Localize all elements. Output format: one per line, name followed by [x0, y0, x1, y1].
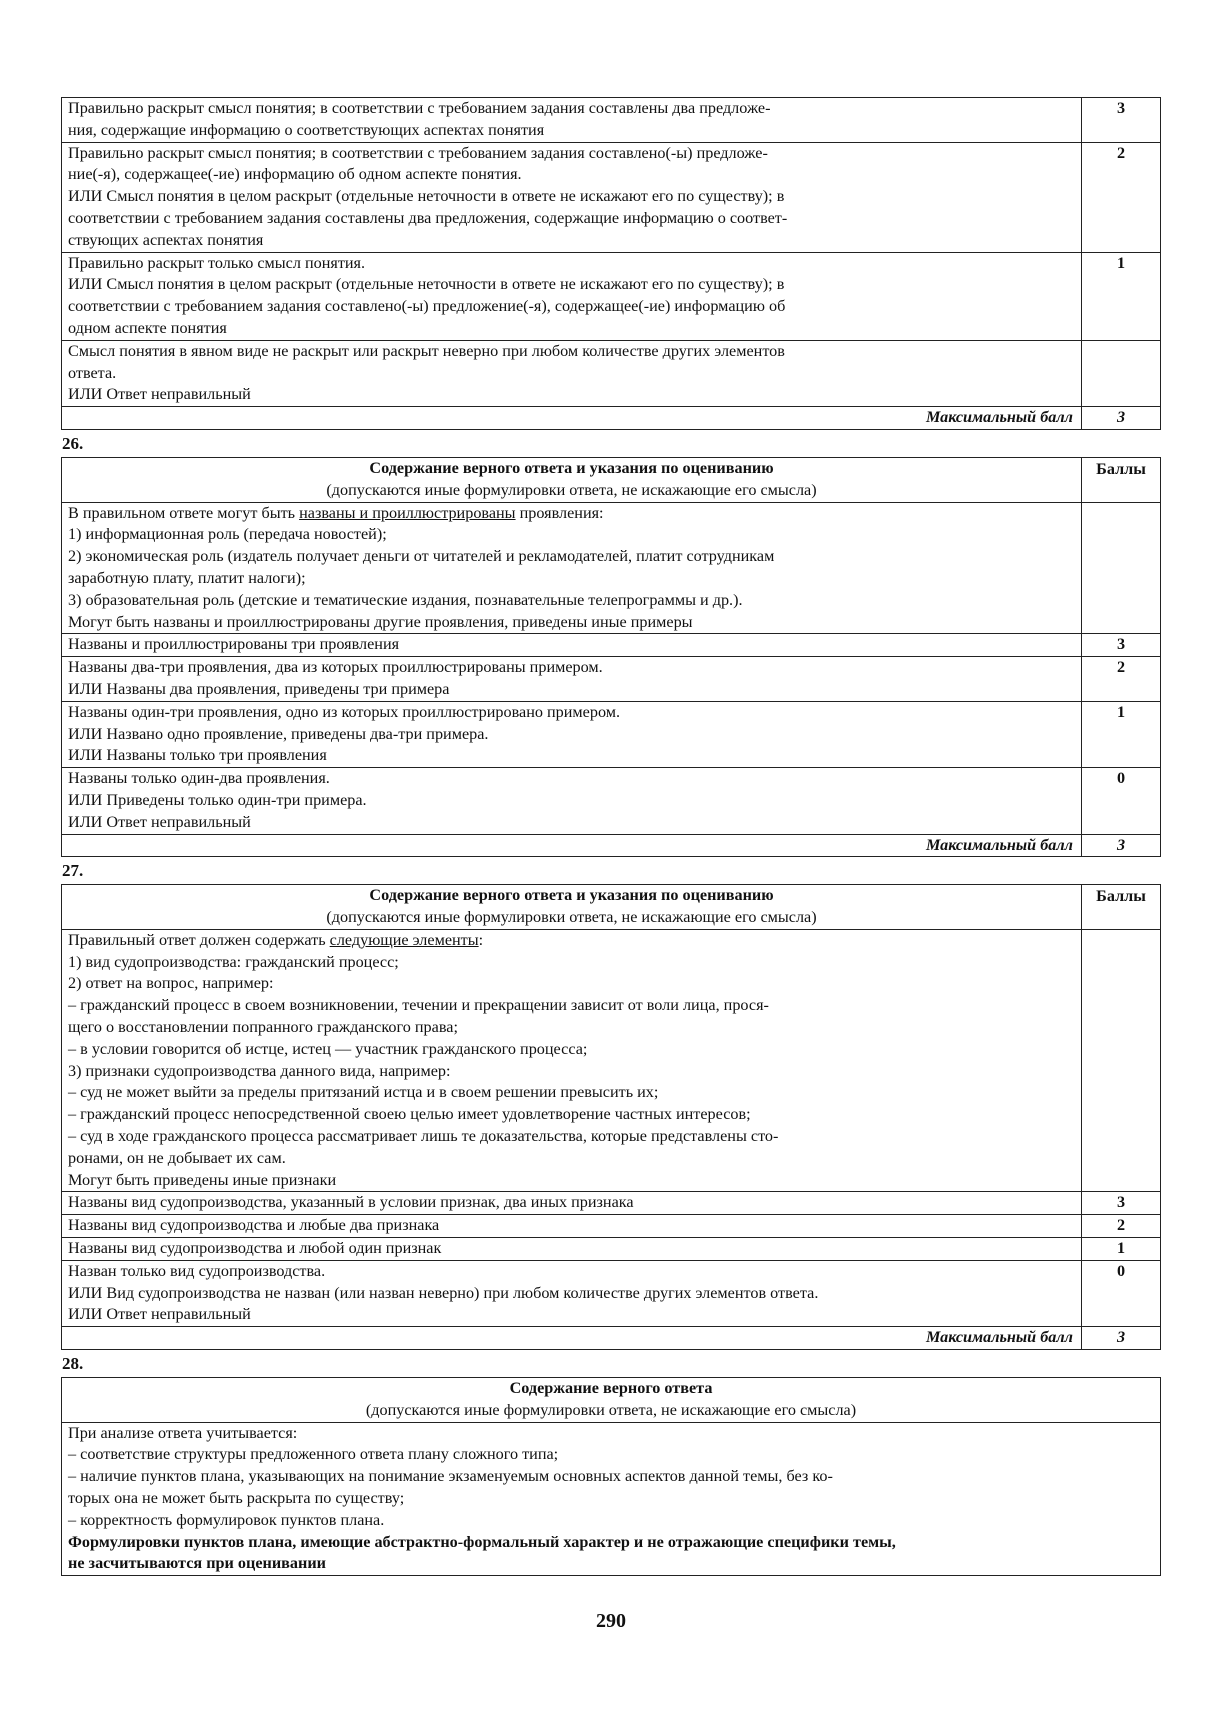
text-line: ИЛИ Названы только три проявления — [68, 746, 327, 765]
text-line: ИЛИ Вид судопроизводства не назван (или назван неверно) при любом количестве других элементов ответа. — [68, 1283, 819, 1302]
page-number: 290 — [596, 1610, 626, 1632]
answer-content-cell — [62, 1422, 1161, 1576]
text-line: ние(-я), содержащее(-ие) информацию об одном аспекте понятия. — [68, 165, 522, 184]
table-row — [62, 657, 1161, 702]
text-line: соответствии с требованием задания составлено(-ы) предложение(-я), содержащее(-ие) информацию об — [68, 297, 786, 316]
text-line: 1) информационная роль (передача новостей); — [68, 525, 387, 544]
header-line-2: (допускаются иные формулировки ответа, не искажающие его смысла) — [326, 908, 817, 927]
table-row — [62, 252, 1161, 340]
score-cell — [1082, 929, 1161, 1192]
question-number-27: 27. — [62, 861, 84, 881]
text-line: Названы вид судопроизводства и любой один признак — [68, 1239, 442, 1258]
text-line: соответствии с требованием задания составлены два предложения, содержащие информацию о соответ- — [68, 208, 788, 227]
text-line: ИЛИ Ответ неправильный — [68, 385, 251, 404]
content-prefix: В правильном ответе могут быть — [68, 503, 300, 522]
criteria-cell — [62, 701, 1082, 767]
max-score-value: 3 — [1082, 1327, 1161, 1350]
text-line: Названы только один-два проявления. — [68, 769, 330, 788]
table-row — [62, 502, 1161, 634]
score-cell: 3 — [1082, 98, 1161, 143]
bold-text-line: не засчитываются при оценивании — [68, 1554, 326, 1573]
criteria-cell — [62, 142, 1082, 252]
content-header — [62, 885, 1082, 930]
criteria-cell — [62, 252, 1082, 340]
text-line: – суд в ходе гражданского процесса рассматривает лишь те доказательства, которые представлены сто- — [68, 1127, 779, 1146]
text-line: 1) вид судопроизводства: гражданский процесс; — [68, 952, 399, 971]
text-line: Смысл понятия в явном виде не раскрыт или раскрыт неверно при любом количестве других элементов — [68, 341, 785, 360]
header-line-1: Содержание верного ответа — [509, 1379, 713, 1398]
text-line: Могут быть приведены иные признаки — [68, 1170, 337, 1189]
table-row — [62, 768, 1161, 834]
bold-text-line: Формулировки пунктов плана, имеющие абстрактно-формальный характер и не отражающие специфики темы, — [68, 1532, 896, 1551]
text-line: – в условии говорится об истце, истец — участник гражданского процесса; — [68, 1039, 588, 1058]
text-line: ИЛИ Приведены только один-три примера. — [68, 790, 367, 809]
header-line-2: (допускаются иные формулировки ответа, не искажающие его смысла) — [365, 1400, 857, 1419]
text-line: 2) ответ на вопрос, например: — [68, 974, 274, 993]
text-line: Названы два-три проявления, два из которых проиллюстрированы примером. — [68, 658, 603, 677]
table-header-row — [62, 1378, 1161, 1423]
text-line: ответа. — [68, 363, 117, 382]
q28-content-table — [61, 1377, 1161, 1576]
max-score-row — [62, 834, 1161, 857]
text-line: ронами, он не добывает их сам. — [68, 1148, 286, 1167]
text-line: одном аспекте понятия — [68, 318, 227, 337]
score-cell: 2 — [1082, 657, 1161, 702]
text-line: Названы и проиллюстрированы три проявления — [68, 635, 400, 654]
table-row — [62, 929, 1161, 1192]
score-cell: 2 — [1082, 1215, 1161, 1238]
text-line: Названы вид судопроизводства и любые два признака — [68, 1216, 440, 1235]
max-score-label: Максимальный балл — [62, 834, 1082, 857]
score-cell: 1 — [1082, 1238, 1161, 1261]
max-score-value: 3 — [1082, 407, 1161, 430]
text-line: – соответствие структуры предложенного ответа плану сложного типа; — [68, 1445, 559, 1464]
criteria-cell — [62, 1192, 1082, 1215]
table-row — [62, 701, 1161, 767]
header-line-1: Содержание верного ответа и указания по оцениванию — [369, 458, 774, 477]
table-row — [62, 1215, 1161, 1238]
text-line: ствующих аспектах понятия — [68, 230, 264, 249]
text-line: – гражданский процесс непосредственной своею целью имеет удовлетворение частных интересов; — [68, 1105, 751, 1124]
score-cell — [1082, 340, 1161, 406]
text-line: щего о восстановлении попранного гражданского права; — [68, 1018, 458, 1037]
content-suffix: : — [478, 930, 484, 949]
text-line: ИЛИ Ответ неправильный — [68, 812, 251, 831]
score-cell: 1 — [1082, 701, 1161, 767]
criteria-cell — [62, 1238, 1082, 1261]
table-row — [62, 340, 1161, 406]
text-line: Правильно раскрыт только смысл понятия. — [68, 253, 366, 272]
q26-scoring-table — [61, 457, 1161, 857]
text-line: Правильно раскрыт смысл понятия; в соответствии с требованием задания составлены два предложе- — [68, 99, 771, 117]
table-header-row — [62, 885, 1161, 930]
table-row — [62, 142, 1161, 252]
page-content — [61, 97, 1161, 1576]
text-line: 3) образовательная роль (детские и тематические издания, познавательные телепрограммы и др.). — [68, 590, 743, 609]
question-number-26: 26. — [62, 433, 84, 453]
text-line: 3) признаки судопроизводства данного вида, например: — [68, 1061, 451, 1080]
criteria-cell — [62, 768, 1082, 834]
header-line-2: (допускаются иные формулировки ответа, не искажающие его смысла) — [326, 480, 817, 499]
text-line: – корректность формулировок пунктов плана. — [68, 1510, 385, 1529]
text-line: ИЛИ Названы два проявления, приведены три примера — [68, 679, 450, 698]
text-line: Названы вид судопроизводства, указанный в условии признак, два иных признака — [68, 1193, 634, 1212]
content-header — [62, 1378, 1161, 1423]
score-cell: 3 — [1082, 1192, 1161, 1215]
max-score-label: Максимальный балл — [62, 1327, 1082, 1350]
criteria-cell — [62, 98, 1082, 143]
content-prefix: Правильный ответ должен содержать — [68, 930, 330, 949]
question-number-28: 28. — [62, 1354, 84, 1374]
text-line: 2) экономическая роль (издатель получает деньги от читателей и рекламодателей, платит сотрудникам — [68, 547, 775, 566]
text-line: ИЛИ Названо одно проявление, приведены два-три примера. — [68, 724, 489, 743]
text-line: Правильно раскрыт смысл понятия; в соответствии с требованием задания составлено(-ы) предложе- — [68, 143, 768, 162]
score-cell: 0 — [1082, 1260, 1161, 1326]
score-header: Баллы — [1082, 457, 1161, 502]
score-cell — [1082, 502, 1161, 634]
max-score-row — [62, 407, 1161, 430]
table-row — [62, 1422, 1161, 1576]
criteria-cell — [62, 340, 1082, 406]
max-score-value: 3 — [1082, 834, 1161, 857]
answer-content-cell — [62, 929, 1082, 1192]
text-line: Названы один-три проявления, одно из которых проиллюстрировано примером. — [68, 702, 621, 721]
table-header-row — [62, 457, 1161, 502]
table-row — [62, 634, 1161, 657]
header-line-1: Содержание верного ответа и указания по оцениванию — [369, 886, 774, 905]
content-underlined: следующие элементы — [329, 930, 479, 949]
max-score-label: Максимальный балл — [62, 407, 1082, 430]
text-line: ния, содержащие информацию о соответствующих аспектах понятия — [68, 120, 545, 139]
content-underlined: названы и проиллюстрированы — [299, 503, 516, 522]
score-cell: 2 — [1082, 142, 1161, 252]
text-line: – гражданский процесс в своем возникновении, течении и прекращении зависит от воли лица, прося- — [68, 996, 769, 1015]
criteria-cell — [62, 1260, 1082, 1326]
criteria-cell — [62, 634, 1082, 657]
q27-scoring-table — [61, 884, 1161, 1350]
criteria-cell — [62, 657, 1082, 702]
score-header: Баллы — [1082, 885, 1161, 930]
text-line: При анализе ответа учитывается: — [68, 1423, 298, 1442]
score-cell: 3 — [1082, 634, 1161, 657]
content-suffix: проявления: — [515, 503, 604, 522]
text-line: заработную плату, платит налоги); — [68, 568, 306, 587]
criteria-cell — [62, 1215, 1082, 1238]
text-line: торых она не может быть раскрыта по существу; — [68, 1489, 405, 1508]
score-cell: 1 — [1082, 252, 1161, 340]
text-line: Назван только вид судопроизводства. — [68, 1261, 326, 1280]
table-row — [62, 1260, 1161, 1326]
text-line — [68, 930, 1075, 952]
text-line: ИЛИ Ответ неправильный — [68, 1305, 251, 1324]
table-row — [62, 1238, 1161, 1261]
text-line: ИЛИ Смысл понятия в целом раскрыт (отдельные неточности в ответе не искажают его по существу); в — [68, 275, 785, 294]
answer-content-cell — [62, 502, 1082, 634]
table-row — [62, 1192, 1161, 1215]
table-row — [62, 98, 1161, 143]
q25-scoring-table — [61, 97, 1161, 430]
score-cell: 0 — [1082, 768, 1161, 834]
max-score-row — [62, 1327, 1161, 1350]
text-line: Могут быть названы и проиллюстрированы другие проявления, приведены иные примеры — [68, 612, 693, 631]
text-line — [68, 503, 1075, 525]
text-line: – наличие пунктов плана, указывающих на понимание экзаменуемым основных аспектов данной темы, без ко- — [68, 1467, 833, 1486]
content-header — [62, 457, 1082, 502]
text-line: – суд не может выйти за пределы притязаний истца и в своем решении превысить их; — [68, 1083, 659, 1102]
text-line: ИЛИ Смысл понятия в целом раскрыт (отдельные неточности в ответе не искажают его по существу); в — [68, 187, 785, 206]
